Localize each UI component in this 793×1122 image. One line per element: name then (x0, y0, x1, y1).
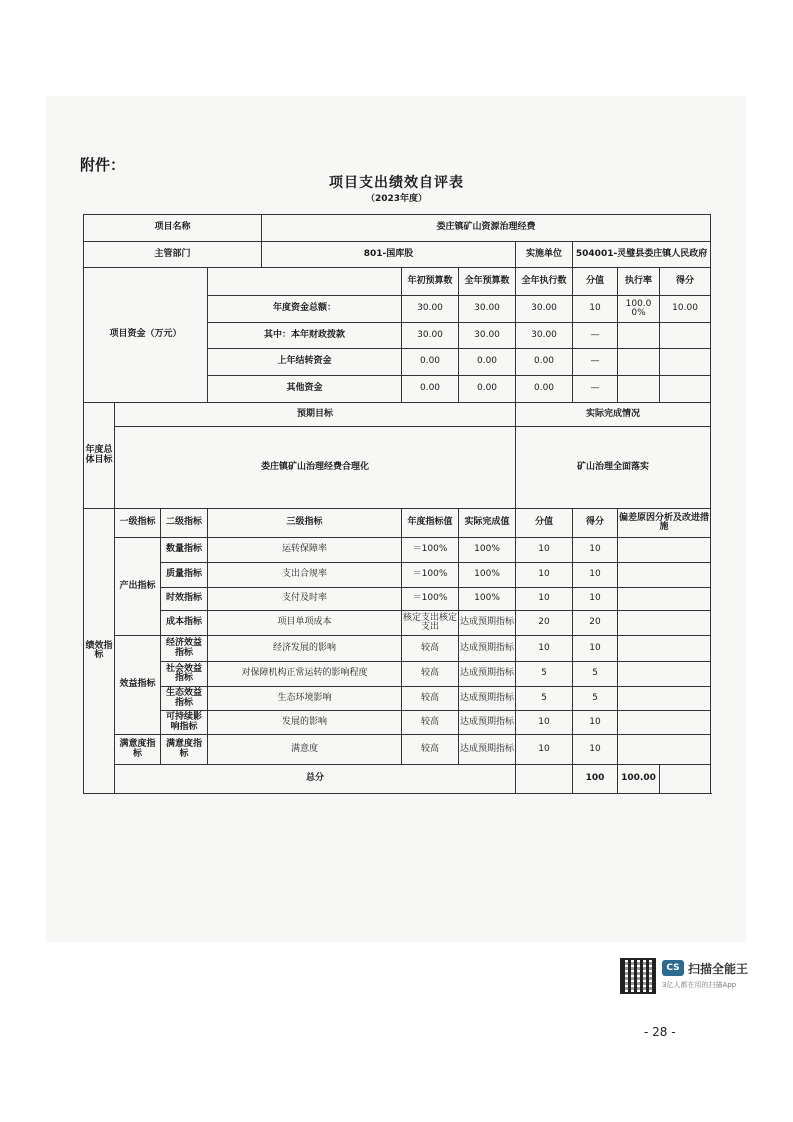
target-value: ＝100% (402, 588, 459, 611)
fund-initial: 30.00 (402, 296, 459, 323)
fund-header-annual: 全年预算数 (459, 268, 516, 296)
fund-initial: 0.00 (402, 376, 459, 403)
level2-indicator: 可持续影响指标 (161, 711, 208, 735)
score: 5 (573, 687, 618, 711)
performance-indicators-label: 绩效指标 (84, 509, 115, 794)
score-value: 10 (516, 735, 573, 765)
project-name-row (84, 215, 711, 242)
fund-initial: 30.00 (402, 323, 459, 349)
total-row (84, 765, 711, 794)
fund-header-score-value: 分值 (573, 268, 618, 296)
level3-indicator: 项目单项成本 (208, 611, 402, 636)
total-blank (516, 765, 573, 794)
department-label: 主管部门 (84, 242, 262, 268)
indicator-row (84, 636, 711, 662)
indicator-row (84, 687, 711, 711)
analysis (618, 563, 711, 588)
indicator-row (84, 711, 711, 735)
total-label: 总分 (115, 765, 516, 794)
level3-indicator: 经济发展的影响 (208, 636, 402, 662)
indicator-row (84, 662, 711, 687)
score-header: 得分 (573, 509, 618, 538)
fund-rate (618, 376, 660, 403)
level2-indicator: 社会效益指标 (161, 662, 208, 687)
score: 5 (573, 662, 618, 687)
actual-completion-text: 矿山治理全面落实 (516, 427, 711, 509)
level1-indicator: 满意度指标 (115, 735, 161, 765)
level2-indicator: 质量指标 (161, 563, 208, 588)
fund-header-initial: 年初预算数 (402, 268, 459, 296)
level3-indicator: 生态环境影响 (208, 687, 402, 711)
target-value: ＝100% (402, 563, 459, 588)
target-value: 较高 (402, 662, 459, 687)
goal-header-row (84, 403, 711, 427)
analysis (618, 711, 711, 735)
score: 10 (573, 735, 618, 765)
analysis (618, 687, 711, 711)
score: 10 (573, 538, 618, 563)
fund-name: 其中：本年财政拨款 (208, 323, 402, 349)
score-value: 10 (516, 538, 573, 563)
camscanner-slogan: 3亿人都在用的扫描App (662, 981, 737, 989)
fund-executed: 30.00 (516, 323, 573, 349)
target-value: 核定支出核定支出 (402, 611, 459, 636)
analysis-header: 偏差原因分析及改进措施 (618, 509, 711, 538)
fund-name: 年度资金总额： (208, 296, 402, 323)
target-value: 较高 (402, 636, 459, 662)
actual-value: 达成预期指标 (459, 711, 516, 735)
actual-completion-label: 实际完成情况 (516, 403, 711, 427)
fund-annual: 30.00 (459, 296, 516, 323)
fund-annual: 30.00 (459, 323, 516, 349)
fund-header-blank (208, 268, 402, 296)
level2-indicator: 生态效益指标 (161, 687, 208, 711)
actual-value: 100% (459, 538, 516, 563)
fund-score: 10.00 (660, 296, 711, 323)
score: 20 (573, 611, 618, 636)
fund-header-rate: 执行率 (618, 268, 660, 296)
fund-header-score: 得分 (660, 268, 711, 296)
fund-name: 上年结转资金 (208, 349, 402, 376)
level2-indicator: 数量指标 (161, 538, 208, 563)
score: 10 (573, 563, 618, 588)
fund-score (660, 323, 711, 349)
total-analysis-blank (660, 765, 711, 794)
level3-indicator: 对保障机构正常运转的影响程度 (208, 662, 402, 687)
level1-indicator: 产出指标 (115, 538, 161, 636)
fund-header-executed: 全年执行数 (516, 268, 573, 296)
fund-score (660, 349, 711, 376)
project-funds-label: 项目资金（万元） (84, 268, 208, 403)
performance-evaluation-table (83, 214, 711, 794)
expected-goal-text: 娄庄镇矿山治理经费合理化 (115, 427, 516, 509)
fund-annual: 0.00 (459, 376, 516, 403)
total-score-value: 100 (573, 765, 618, 794)
analysis (618, 636, 711, 662)
level3-indicator: 发展的影响 (208, 711, 402, 735)
project-name-value: 娄庄镇矿山资源治理经费 (262, 215, 711, 242)
indicator-row (84, 735, 711, 765)
attachment-label: 附件： (80, 156, 126, 174)
actual-value: 达成预期指标 (459, 662, 516, 687)
level2-indicator: 时效指标 (161, 588, 208, 611)
analysis (618, 538, 711, 563)
fund-initial: 0.00 (402, 349, 459, 376)
form-title: 项目支出绩效自评表 (329, 175, 464, 191)
indicator-row (84, 588, 711, 611)
project-name-label: 项目名称 (84, 215, 262, 242)
fund-score-value: — (573, 323, 618, 349)
level3-indicator: 支付及时率 (208, 588, 402, 611)
total-score: 100.00 (618, 765, 660, 794)
fund-score-value: — (573, 349, 618, 376)
department-row (84, 242, 711, 268)
level3-indicator: 运转保障率 (208, 538, 402, 563)
actual-value: 100% (459, 563, 516, 588)
level2-indicator: 成本指标 (161, 611, 208, 636)
score-value: 10 (516, 711, 573, 735)
target-value: 较高 (402, 687, 459, 711)
fund-score-value: 10 (573, 296, 618, 323)
score-value: 20 (516, 611, 573, 636)
score: 10 (573, 711, 618, 735)
actual-value: 达成预期指标 (459, 735, 516, 765)
score-value: 10 (516, 588, 573, 611)
level2-header: 二级指标 (161, 509, 208, 538)
actual-value: 达成预期指标 (459, 611, 516, 636)
actual-value: 达成预期指标 (459, 687, 516, 711)
implementing-unit-label: 实施单位 (516, 242, 573, 268)
implementing-unit-value: 504001-灵璧县娄庄镇人民政府 (573, 242, 711, 268)
indicator-row (84, 611, 711, 636)
expected-goal-label: 预期目标 (115, 403, 516, 427)
level1-indicator: 效益指标 (115, 636, 161, 735)
fund-header-row (84, 268, 711, 296)
actual-value: 100% (459, 588, 516, 611)
target-value: ＝100% (402, 538, 459, 563)
indicator-row (84, 538, 711, 563)
fund-rate (618, 349, 660, 376)
fund-score-value: — (573, 376, 618, 403)
fund-executed: 0.00 (516, 349, 573, 376)
target-value: 较高 (402, 711, 459, 735)
indicator-header-row (84, 509, 711, 538)
camscanner-app-name: 扫描全能王 (688, 962, 749, 976)
analysis (618, 662, 711, 687)
score-value: 5 (516, 687, 573, 711)
fund-executed: 30.00 (516, 296, 573, 323)
fund-name: 其他资金 (208, 376, 402, 403)
form-year: （2023年度） (365, 194, 428, 204)
department-value: 801-国库股 (262, 242, 516, 268)
score: 10 (573, 636, 618, 662)
qr-code-icon (620, 958, 656, 994)
level2-indicator: 经济效益指标 (161, 636, 208, 662)
score-value-header: 分值 (516, 509, 573, 538)
score-value: 5 (516, 662, 573, 687)
page-number: - 28 - (644, 1025, 676, 1039)
score: 10 (573, 588, 618, 611)
actual-value: 达成预期指标 (459, 636, 516, 662)
fund-rate: 100.00% (618, 296, 660, 323)
goal-content-row (84, 427, 711, 509)
level2-indicator: 满意度指标 (161, 735, 208, 765)
level3-header: 三级指标 (208, 509, 402, 538)
score-value: 10 (516, 563, 573, 588)
analysis (618, 611, 711, 636)
target-value: 较高 (402, 735, 459, 765)
level3-indicator: 支出合规率 (208, 563, 402, 588)
fund-annual: 0.00 (459, 349, 516, 376)
fund-executed: 0.00 (516, 376, 573, 403)
level3-indicator: 满意度 (208, 735, 402, 765)
level1-header: 一级指标 (115, 509, 161, 538)
indicator-row (84, 563, 711, 588)
actual-header: 实际完成值 (459, 509, 516, 538)
analysis (618, 588, 711, 611)
score-value: 10 (516, 636, 573, 662)
target-header: 年度指标值 (402, 509, 459, 538)
analysis (618, 735, 711, 765)
camscanner-logo-icon: CS (662, 960, 684, 976)
fund-score (660, 376, 711, 403)
annual-goal-label: 年度总体目标 (84, 403, 115, 509)
fund-rate (618, 323, 660, 349)
